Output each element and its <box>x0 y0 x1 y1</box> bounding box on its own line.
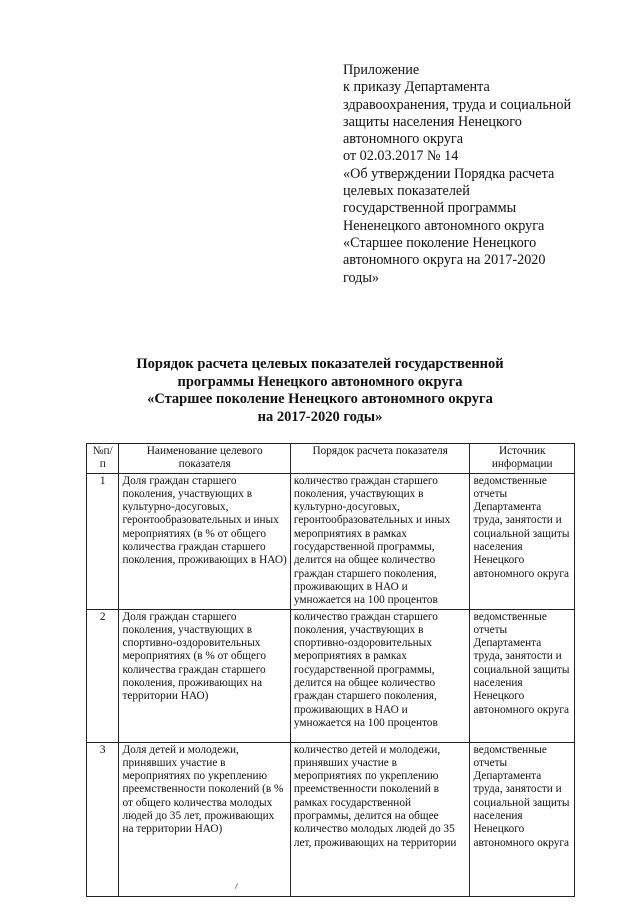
appendix-line: к приказу Департамента <box>343 79 490 96</box>
header-order: Порядок расчета показателя <box>290 444 470 474</box>
title-line: Порядок расчета целевых показателей государственной <box>136 356 504 372</box>
appendix-line: целевых показателей <box>343 183 470 200</box>
indicators-table <box>86 443 575 897</box>
appendix-line: автономного округа на 2017-2020 <box>343 252 546 269</box>
row-order: количество граждан старшего поколения, участвующих в культурно-досуговых, геронтообразовательных и иных мероприятиях в рамках государственной программы, делится на общее количество граждан старшего поколения, проживающих в НАО и умножается на 100 процентов <box>290 473 470 609</box>
document-title <box>60 356 580 426</box>
appendix-line: автономного округа <box>343 131 464 148</box>
table-header-row <box>87 444 575 474</box>
row-num: 1 <box>87 473 119 609</box>
row-name: Доля граждан старшего поколения, участвующих в спортивно-оздоровительных мероприятиях (в % от общего количества граждан старшего поколения, проживающих на территории НАО) <box>119 609 290 742</box>
title-line: программы Ненецкого автономного округа <box>177 373 463 390</box>
row-order: количество граждан старшего поколения, участвующих в спортивно-оздоровительных мероприятиях в рамках государственной программы, делится на общее количество граждан старшего поколения, проживающих в НАО и умножается на 100 процентов <box>290 609 470 742</box>
title-line: «Старшее поколение Ненецкого автономного округа <box>147 391 493 408</box>
header-source: Источник информации <box>470 444 575 474</box>
row-source: ведомственные отчеты Департамента труда, занятости и социальной защиты населения Ненецкого автономного округа <box>470 609 575 742</box>
appendix-line: Нененецкого автономного округа <box>343 217 545 234</box>
title-line: на 2017-2020 годы» <box>257 408 383 425</box>
row-name: Доля детей и молодежи, принявших участие в мероприятиях по укреплению преемственности поколений (в % от общего количества молодых людей до 35 лет, проживающих на территории НАО) <box>119 742 290 896</box>
appendix-line: государственной программы <box>343 200 517 217</box>
row-order: количество детей и молодежи, принявших участие в мероприятиях по укреплению преемственности поколений в рамках государственной программы, делится на общее количество молодых людей до 35 лет, проживающих на территории <box>290 742 470 896</box>
header-name: Наименование целевого показателя <box>119 444 290 474</box>
row-num: 2 <box>87 609 119 742</box>
appendix-line: здравоохранения, труда и социальной <box>343 96 572 113</box>
appendix-line: Приложение <box>343 62 420 78</box>
table-row <box>87 473 575 609</box>
table-row <box>87 742 575 896</box>
appendix-line: «Об утверждении Порядка расчета <box>343 165 555 182</box>
appendix-line: защиты населения Ненецкого <box>343 113 522 130</box>
row-num: 3 <box>87 742 119 896</box>
appendix-line: годы» <box>343 269 379 286</box>
row-name: Доля граждан старшего поколения, участвующих в культурно-досуговых, геронтообразовательных и иных мероприятиях (в % от общего количества граждан старшего поколения, проживающих в НАО) <box>119 473 290 609</box>
header-num: №п/п <box>87 444 119 474</box>
row-source: ведомственные отчеты Департамента труда, занятости и социальной защиты населения Ненецкого автономного округа <box>470 473 575 609</box>
row-source: ведомственные отчеты Департамента труда, занятости и социальной защиты населения Ненецкого автономного округа <box>470 742 575 896</box>
appendix-line: «Старшее поколение Ненецкого <box>343 234 537 251</box>
table-row <box>87 609 575 742</box>
appendix-line: от 02.03.2017 № 14 <box>343 148 459 165</box>
appendix-block <box>343 62 623 287</box>
